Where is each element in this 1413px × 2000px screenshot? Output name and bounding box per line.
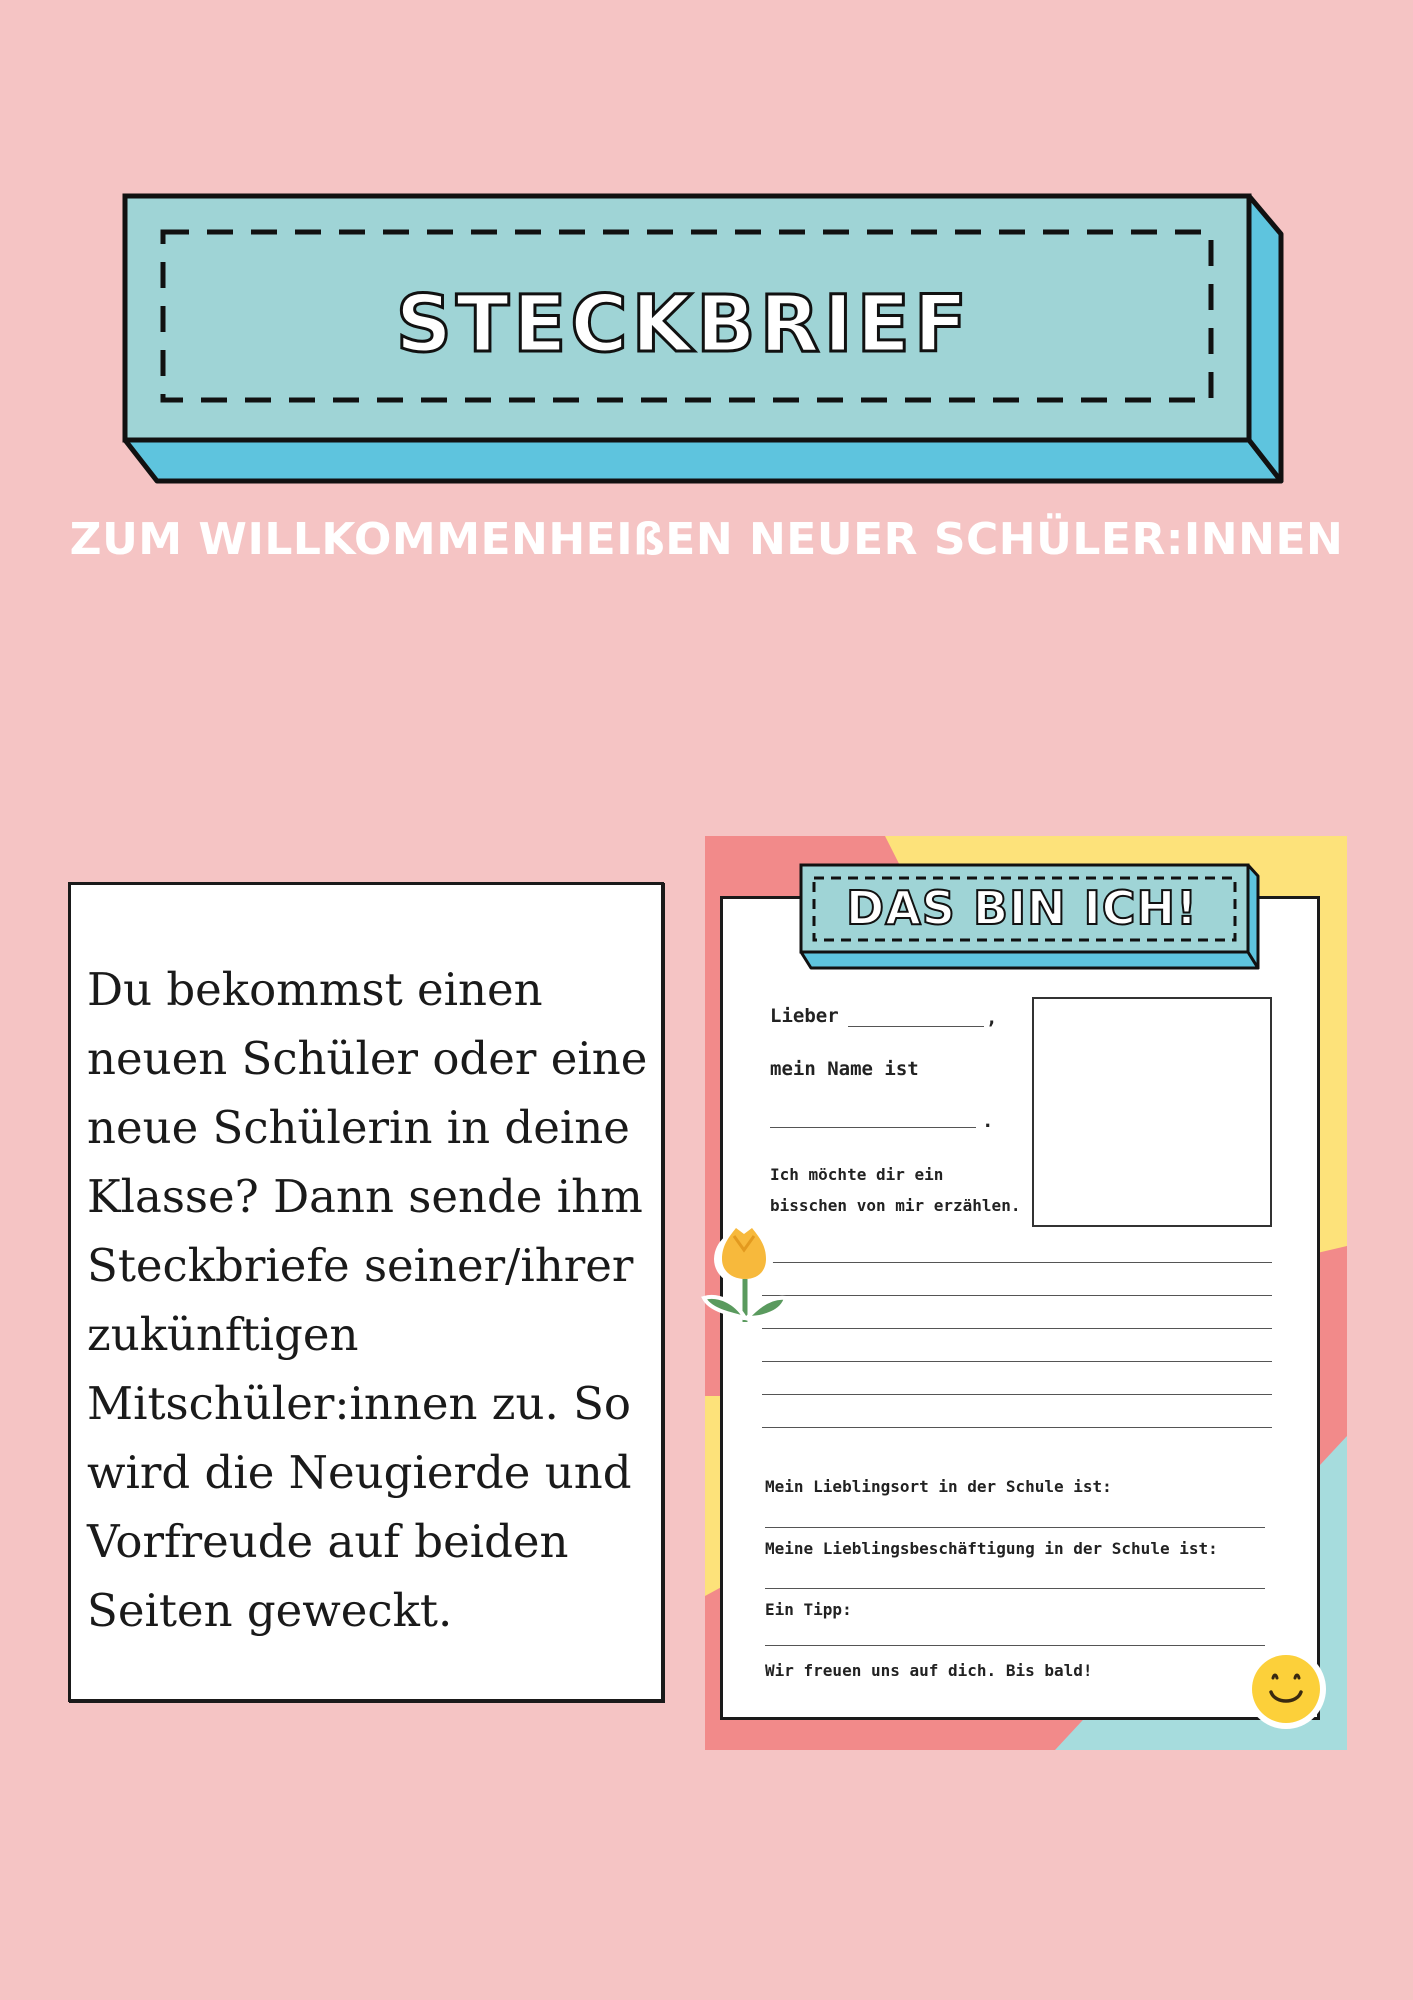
tip-line bbox=[765, 1645, 1265, 1646]
intro-line-1: Ich möchte dir ein bbox=[770, 1165, 944, 1184]
greeting-comma: , bbox=[986, 1007, 998, 1029]
favorite-activity-line bbox=[765, 1588, 1265, 1589]
title-banner bbox=[121, 192, 1286, 485]
writing-line bbox=[762, 1295, 1272, 1296]
worksheet-title-banner bbox=[798, 862, 1261, 972]
writing-line bbox=[762, 1427, 1272, 1428]
name-period: . bbox=[982, 1110, 994, 1132]
favorite-place-line bbox=[765, 1527, 1265, 1528]
photo-box bbox=[1032, 997, 1272, 1227]
description-card bbox=[68, 882, 664, 1702]
writing-line bbox=[762, 1394, 1272, 1395]
name-label: mein Name ist bbox=[770, 1058, 919, 1080]
favorite-place-label: Mein Lieblingsort in der Schule ist: bbox=[765, 1477, 1112, 1496]
smiley-sticker-icon bbox=[1245, 1648, 1327, 1730]
page-title: STECKBRIEF bbox=[395, 280, 972, 370]
worksheet-title: DAS BIN ICH! bbox=[846, 881, 1198, 935]
writing-line bbox=[762, 1262, 1272, 1263]
writing-line bbox=[762, 1361, 1272, 1362]
worksheet-greeting: Lieber bbox=[770, 1005, 839, 1027]
favorite-activity-label: Meine Lieblingsbeschäftigung in der Schule ist: bbox=[765, 1539, 1218, 1558]
greeting-line bbox=[848, 1026, 984, 1027]
page-subtitle: ZUM WILLKOMMENHEIßEN NEUER SCHÜLER:INNEN bbox=[69, 514, 1344, 565]
writing-line bbox=[762, 1328, 1272, 1329]
name-line bbox=[770, 1127, 976, 1128]
closing-text: Wir freuen uns auf dich. Bis bald! bbox=[765, 1661, 1093, 1680]
tulip-sticker-icon bbox=[700, 1214, 790, 1334]
tip-label: Ein Tipp: bbox=[765, 1600, 852, 1619]
description-text: Du bekommst einen neuen Schüler oder eine neue Schülerin in deine Klasse? Dann sende ihm Steckbriefe seiner/ihrer zukünftigen Mitschüler:innen zu. So wird die Neugierde und Vorfreude auf beiden Seiten geweckt. bbox=[87, 963, 648, 1637]
intro-line-2: bisschen von mir erzählen. bbox=[770, 1196, 1021, 1215]
